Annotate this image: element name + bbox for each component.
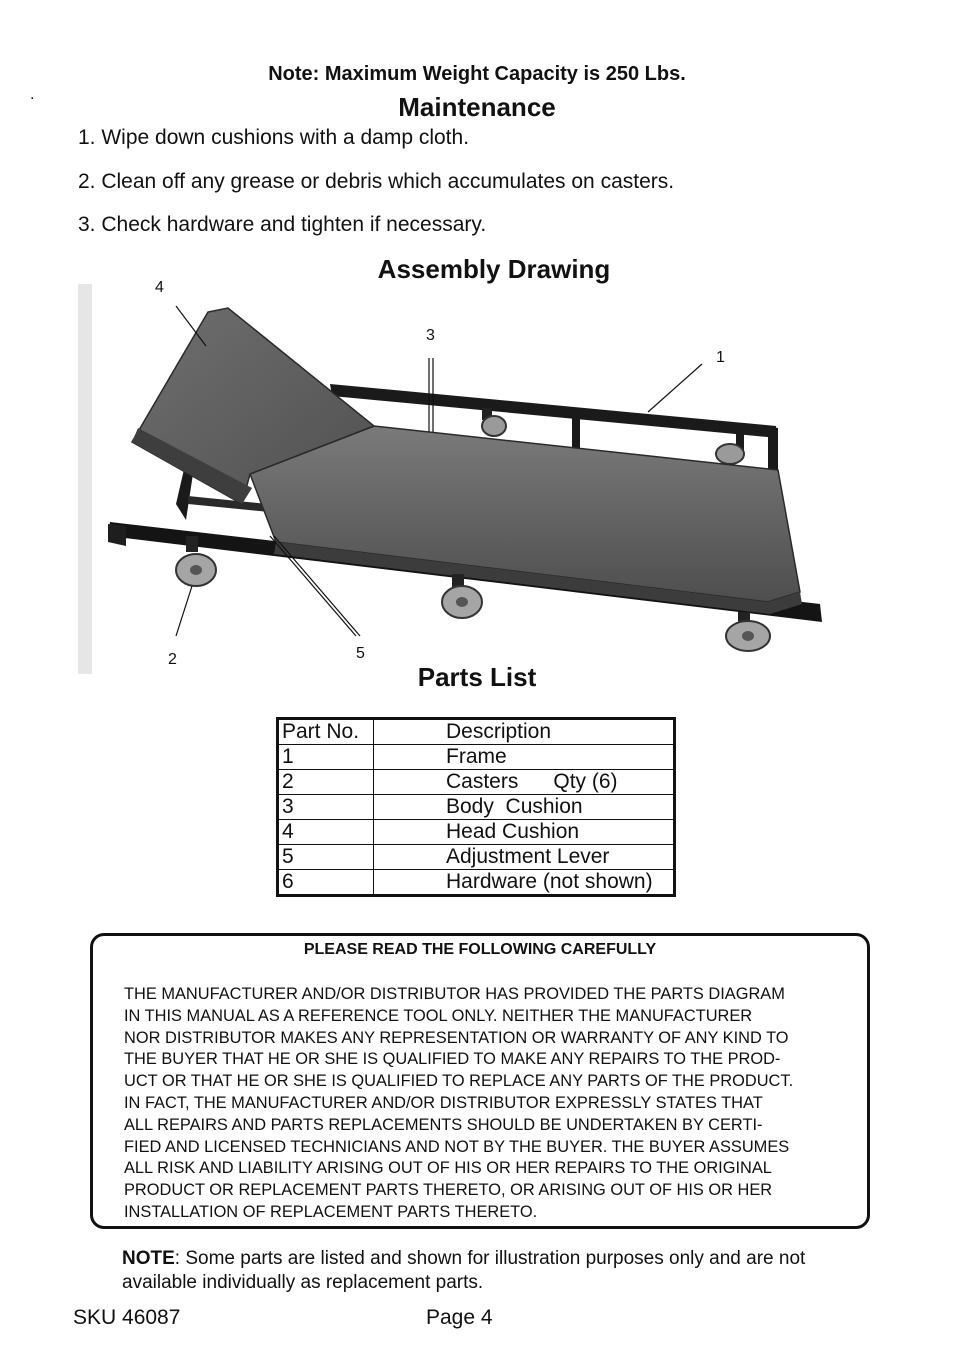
caster-icon bbox=[726, 612, 770, 651]
parts-list-heading: Parts List bbox=[417, 662, 537, 692]
table-row bbox=[278, 845, 675, 870]
part-no-cell: 6 bbox=[278, 870, 374, 896]
table-row bbox=[278, 870, 675, 896]
disclaimer-title: PLEASE READ THE FOLLOWING CAREFULLY bbox=[303, 941, 657, 958]
caster-icon bbox=[716, 444, 744, 464]
table-row bbox=[278, 770, 675, 795]
assembly-drawing-heading: Assembly Drawing bbox=[377, 254, 611, 284]
part-no-cell: 4 bbox=[278, 820, 374, 845]
part-no-cell: 1 bbox=[278, 745, 374, 770]
callout-4: 4 bbox=[155, 279, 164, 296]
frame-back-post bbox=[572, 414, 580, 448]
part-no-header: Part No. bbox=[278, 719, 374, 745]
page-number: Page 4 bbox=[426, 1306, 493, 1329]
disclaimer-body bbox=[124, 984, 869, 1224]
description-cell: Head Cushion bbox=[374, 820, 675, 845]
leader-line-1 bbox=[648, 364, 702, 412]
part-no-cell: 3 bbox=[278, 795, 374, 820]
disclaimer-line: PRODUCT OR REPLACEMENT PARTS THERETO, OR ARISING OUT OF HIS OR HER bbox=[124, 1181, 773, 1200]
bottom-note-label: NOTE bbox=[122, 1248, 175, 1269]
callout-1: 1 bbox=[716, 349, 725, 366]
description-cell: Casters Qty (6) bbox=[374, 770, 675, 795]
disclaimer-line: IN THIS MANUAL AS A REFERENCE TOOL ONLY. NEITHER THE MANUFACTURER bbox=[124, 1006, 753, 1025]
callout-2: 2 bbox=[168, 651, 177, 668]
part-no-cell: 2 bbox=[278, 770, 374, 795]
bottom-note bbox=[122, 1247, 882, 1295]
callout-5: 5 bbox=[356, 645, 365, 662]
photo-edge-shadow bbox=[78, 284, 92, 674]
maintenance-step: 1. Wipe down cushions with a damp cloth. bbox=[78, 126, 470, 149]
table-header-row bbox=[278, 719, 675, 745]
maintenance-heading: Maintenance bbox=[398, 92, 556, 122]
description-header: Description bbox=[374, 719, 675, 745]
disclaimer-line: THE MANUFACTURER AND/OR DISTRIBUTOR HAS PROVIDED THE PARTS DIAGRAM bbox=[124, 985, 785, 1003]
sku-number: SKU 46087 bbox=[73, 1306, 181, 1329]
maintenance-step: 3. Check hardware and tighten if necessary. bbox=[78, 213, 487, 236]
creeper-assembly-drawing bbox=[78, 274, 848, 674]
caster-icon bbox=[482, 408, 506, 436]
disclaimer-line: IN FACT, THE MANUFACTURER AND/OR DISTRIBUTOR EXPRESSLY STATES THAT bbox=[124, 1093, 763, 1112]
disclaimer-line: THE BUYER THAT HE OR SHE IS QUALIFIED TO MAKE ANY REPAIRS TO THE PROD- bbox=[124, 1050, 781, 1069]
table-row bbox=[278, 745, 675, 770]
maintenance-step: 2. Clean off any grease or debris which accumulates on casters. bbox=[78, 170, 675, 193]
leader-line-2 bbox=[176, 586, 192, 636]
bottom-note-text: : Some parts are listed and shown for illustration purposes only and are not available individually as replacement parts. bbox=[122, 1248, 806, 1293]
disclaimer-line: UCT OR THAT HE OR SHE IS QUALIFIED TO REPLACE ANY PARTS OF THE PRODUCT. bbox=[124, 1072, 794, 1091]
disclaimer-line: ALL RISK AND LIABILITY ARISING OUT OF HIS OR HER REPAIRS TO THE ORIGINAL bbox=[124, 1159, 772, 1178]
disclaimer-line: ALL REPAIRS AND PARTS REPLACEMENTS SHOULD BE UNDERTAKEN BY CERTI- bbox=[124, 1115, 763, 1134]
parts-table bbox=[276, 717, 676, 897]
table-row bbox=[278, 820, 675, 845]
description-cell: Adjustment Lever bbox=[374, 845, 675, 870]
callout-3: 3 bbox=[426, 327, 435, 344]
part-no-cell: 5 bbox=[278, 845, 374, 870]
disclaimer-line: FIED AND LICENSED TECHNICIANS AND NOT BY THE BUYER. THE BUYER ASSUMES bbox=[124, 1137, 790, 1156]
disclaimer-line: NOR DISTRIBUTOR MAKES ANY REPRESENTATION OR WARRANTY OF ANY KIND TO bbox=[124, 1028, 789, 1047]
disclaimer-line: INSTALLATION OF REPLACEMENT PARTS THERETO. bbox=[124, 1202, 538, 1221]
description-cell: Frame bbox=[374, 745, 675, 770]
stray-dot: . bbox=[30, 86, 35, 103]
description-cell: Hardware (not shown) bbox=[374, 870, 675, 896]
caster-icon bbox=[442, 574, 482, 618]
frame-front-rail-end bbox=[108, 524, 126, 546]
disclaimer-box bbox=[90, 933, 870, 1229]
weight-capacity-note: Note: Maximum Weight Capacity is 250 Lbs. bbox=[268, 63, 686, 85]
description-cell: Body Cushion bbox=[374, 795, 675, 820]
table-row bbox=[278, 795, 675, 820]
